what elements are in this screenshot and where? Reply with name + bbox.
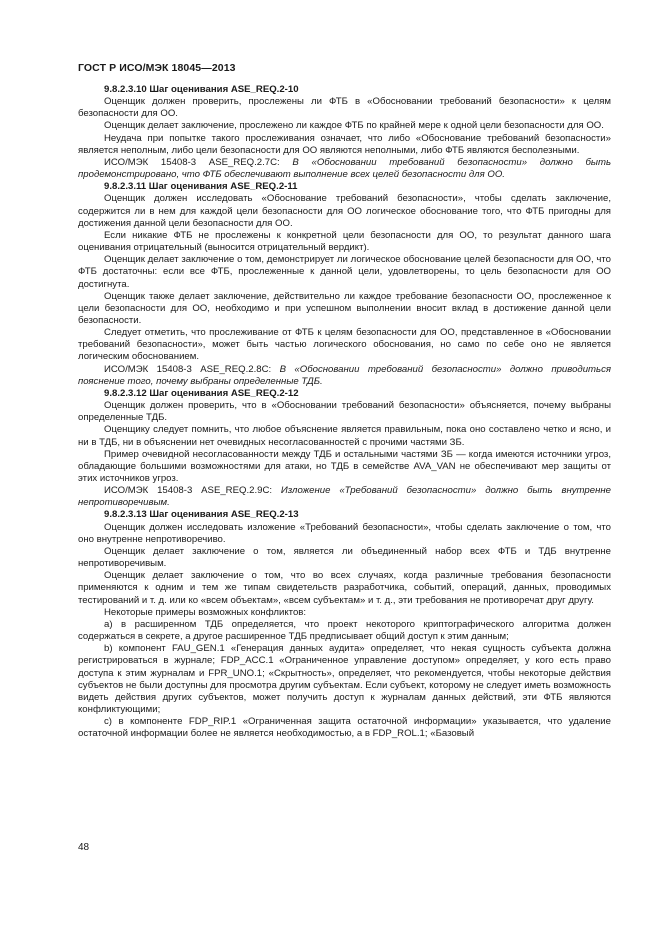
paragraph: Оценщик делает заключение о том, что во всех случаях, когда различные требования безопасности применяются к одним и тем же типам свидетельств разработчика, событий, операций, данных, проводимых тестирований и т. д. или ко «всем объектам», «всем субъектам» и т. д., эти требования не противоречат друг другу.: [78, 570, 611, 606]
paragraph: Оценщик также делает заключение, действительно ли каждое требование безопасности ОО, прослеженное к цели безопасности для ОО, необходимо и при успешном выполнении вносит вклад в достижение данной цели безопасности.: [78, 290, 611, 326]
standard-quote: [78, 364, 611, 388]
paragraph: Оценщик делает заключение о том, является ли объединенный набор всех ФТБ и ТДБ внутренне непротиворечивым.: [78, 545, 611, 570]
list-item: а) в расширенном ТДБ определяется, что проект некоторого криптографического алгоритма должен содержаться в секрете, а другое расширенное ТДБ предписывает общий доступ к этим данным;: [78, 618, 611, 643]
paragraph: Некоторые примеры возможных конфликтов:: [104, 606, 307, 618]
paragraph: Оценщик должен исследовать изложение «Требований безопасности», чтобы сделать заключение о том, что оно внутренне непротиворечиво.: [78, 521, 611, 545]
section-heading: 9.8.2.3.10 Шаг оценивания ASE_REQ.2-10: [104, 84, 299, 95]
paragraph: Оценщику следует помнить, что любое объяснение является правильным, пока оно составлено четко и ясно, и ни в ТДБ, ни в объяснении нет очевидных несогласованностей с прочими частями ЗБ.: [78, 424, 611, 448]
paragraph: Оценщик делает заключение о том, демонстрирует ли логическое обоснование целей безопасности для ОО, что ФТБ достаточны: если все ФТБ, прослеженные к данной цели, удовлетворены, то цель безопасности для ОО достигнута.: [78, 254, 611, 290]
paragraph: Неудача при попытке такого прослеживания означает, что либо «Обоснование требований безопасности» является неполным, либо цели безопасности для ОО являются неполными, либо ФТБ являются бесполезными.: [78, 132, 611, 156]
paragraph: Следует отметить, что прослеживание от ФТБ к целям безопасности для ОО, представленное в «Обосновании требований безопасности», может быть частью логического обоснования, но само по себе оно не является логическим обоснованием.: [78, 327, 611, 363]
paragraph: Оценщик должен проверить, прослежены ли ФТБ в «Обосновании требований безопасности» к целям безопасности для ОО.: [78, 96, 611, 120]
section-heading: 9.8.2.3.11 Шаг оценивания ASE_REQ.2-11: [104, 181, 298, 193]
quote-reference: ИСО/МЭК 15408-3 ASE_REQ.2.7С:: [104, 156, 293, 168]
paragraph: Пример очевидной несогласованности между ТДБ и остальными частями ЗБ — когда имеются источники угроз, обладающие большими возможностями для атаки, но ТДБ в семействе AVA_VAN не обеспечивают мер защиты от этих источников угроз.: [78, 448, 611, 484]
list-item: с) в компоненте FDP_RIP.1 «Ограниченная защита остаточной информации» указывается, что удаление остаточной информации более не является необходимостью, а в FDP_ROL.1; «Базовый: [78, 716, 611, 740]
quote-reference: ИСО/МЭК 15408-3 ASE_REQ.2.8С:: [104, 363, 280, 375]
page-content: [78, 84, 611, 740]
page-header: ГОСТ Р ИСО/МЭК 18045—2013: [78, 62, 236, 74]
paragraph: Оценщик должен исследовать «Обоснование требований безопасности», чтобы сделать заключение, содержится ли в нем для каждой цели безопасности для ОО логическое обоснование того, что ФТБ пригодны для достижения данной цели безопасности для ОО.: [78, 193, 611, 229]
quote-text: В «Обосновании требований безопасности» должно быть продемонстрировано, что ФТБ обеспечивают выполнение всех целей безопасности для ОО.: [78, 156, 612, 181]
page-number: 48: [78, 842, 90, 853]
standard-quote: [78, 157, 611, 181]
quote-reference: ИСО/МЭК 15408-3 ASE_REQ.2.9С:: [104, 485, 281, 497]
section-heading: 9.8.2.3.12 Шаг оценивания ASE_REQ.2-12: [104, 387, 299, 399]
quote-text: Изложение «Требований безопасности» должно быть внутренне непротиворечивым.: [78, 485, 611, 509]
standard-quote: [78, 485, 611, 509]
list-item: b) компонент FAU_GEN.1 «Генерация данных аудита» определяет, что некая сущность субъекта должна регистрироваться в журнале; FDP_ACC.1 «Ограниченное управление доступом» определяет, у кого есть право доступа к этим журналам и FPR_UNO.1; «Скрытность», определяет, что рекомендуется, чтобы некоторые действия субъектов не были доступны для просмотра другим субъектам. Если субъект, которому не следует иметь возможность видеть действия других субъектов, может получить доступ к журналам данных действий, эти ФТБ являются конфликтующими;: [78, 643, 611, 715]
quote-text: В «Обосновании требований безопасности» должно приводиться пояснение того, почему выбраны определенные ТДБ.: [78, 363, 611, 387]
paragraph: Оценщик делает заключение, прослежено ли каждое ФТБ по крайней мере к одной цели безопасности для ОО.: [104, 120, 604, 132]
paragraph: Оценщик должен проверить, что в «Обосновании требований безопасности» объясняется, почему выбраны определенные ТДБ.: [78, 400, 611, 424]
paragraph: Если никакие ФТБ не прослежены к конкретной цели безопасности для ОО, то результат данного шага оценивания отрицательный (выносится отрицательный вердикт).: [78, 229, 611, 254]
section-heading: 9.8.2.3.13 Шаг оценивания ASE_REQ.2-13: [104, 509, 299, 521]
